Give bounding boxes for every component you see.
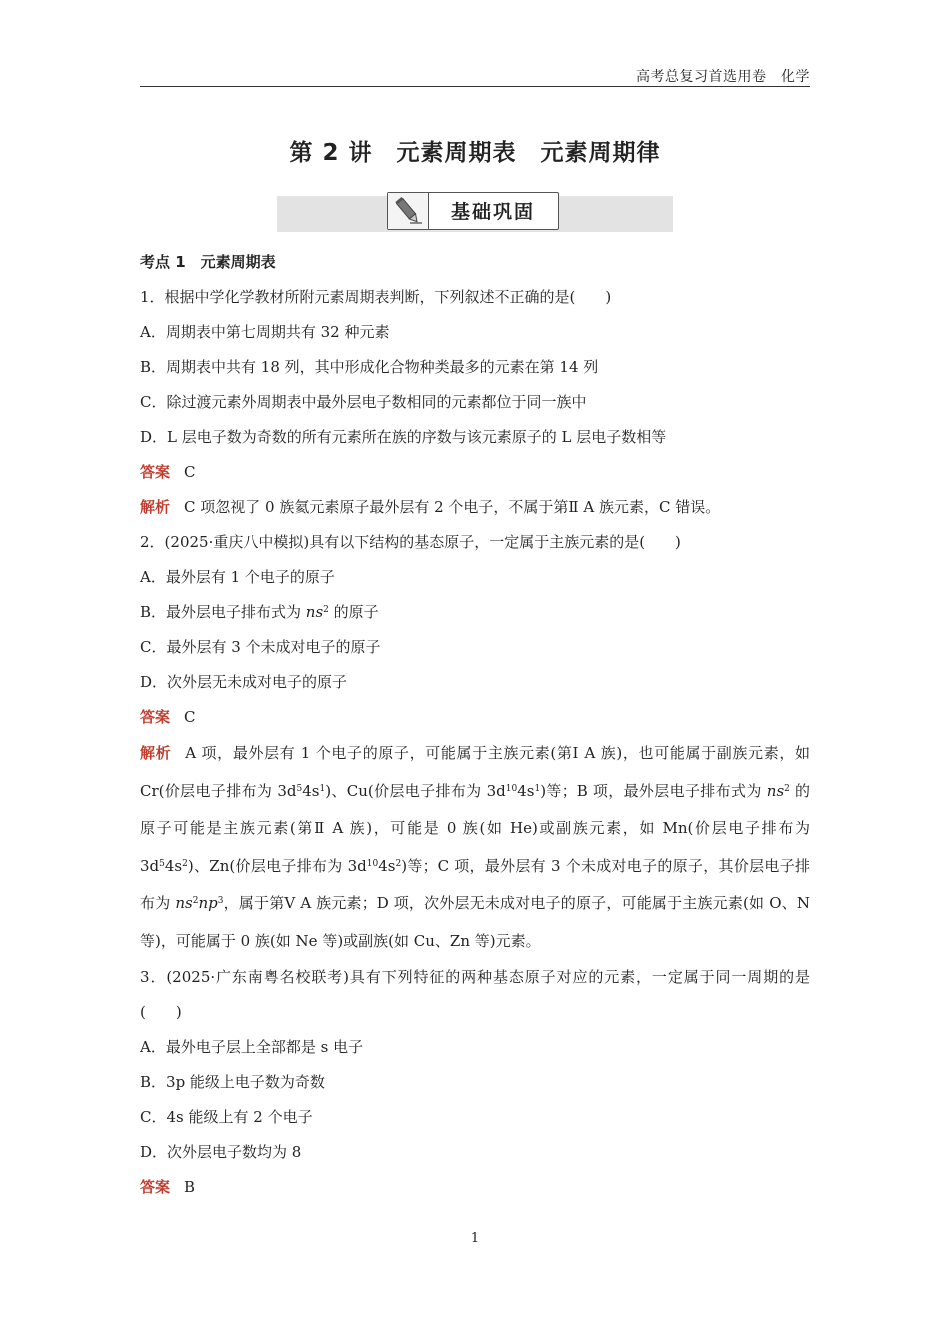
answer-label: 答案 — [140, 463, 171, 481]
analysis-label: 解析 — [140, 498, 171, 516]
page-header — [140, 62, 810, 87]
q3-option-d: D．次外层电子数均为 8 — [140, 1143, 302, 1161]
pencil-icon — [388, 193, 429, 229]
q1-option-b: B．周期表中共有 18 列，其中形成化合物种类最多的元素在第 14 列 — [140, 358, 599, 376]
section-title: 考点 1 元素周期表 — [140, 253, 276, 271]
q1-stem: 1．根据中学化学教材所附元素周期表判断，下列叙述不正确的是( ) — [140, 288, 612, 306]
q1-option-d: D．L 层电子数为奇数的所有元素所在族的序数与该元素原子的 L 层电子数相等 — [140, 428, 667, 446]
q2-option-d: D．次外层无未成对电子的原子 — [140, 673, 348, 691]
q1-answer — [140, 455, 810, 490]
q1-answer-value: C — [184, 463, 196, 481]
q1-analysis — [140, 490, 810, 525]
answer-label: 答案 — [140, 708, 171, 726]
q2-analysis: 解析 A 项，最外层有 1 个电子的原子，可能属于主族元素(第Ⅰ A 族)，也可能属于副族元素，如 Cr(价层电子排布为 $3d^54s^1$)、Cu(价层电子排布为 $3d^{10}4s^1$)等；B 项，最外层电子排布式为 $ns^2$ 的原子可能是主族元素(第Ⅱ A 族)，可能是 0 族(如 He)或副族元素，如 Mn(价层电子排布为 $3d^54s^2$)、Zn(价层电子排布为 $3d^{10}4s^2$)等；C 项，最外层有 3 个未成对电子的原子，其价层电子排布为 $ns^2np^3$，属于第Ⅴ A 族元素；D 项，次外层无未成对电子的原子，可能属于主族元素(如 O、N 等)，可能属于 0 族(如 Ne 等)或副族(如 Cu、Zn 等)元素。 — [140, 744, 811, 950]
banner-label: 基础巩固 — [450, 201, 535, 223]
q2-option-c: C．最外层有 3 个未成对电子的原子 — [140, 638, 381, 656]
analysis-label: 解析 — [140, 744, 172, 762]
header-text: 高考总复习首选用卷 化学 — [636, 69, 810, 85]
q3-option-a: A．最外电子层上全部都是 s 电子 — [140, 1038, 364, 1056]
content — [140, 245, 810, 1205]
q2-option-a: A．最外层有 1 个电子的原子 — [140, 568, 335, 586]
q3-option-b: B．3p 能级上电子数为奇数 — [140, 1073, 325, 1091]
page-number: 1 — [470, 1231, 480, 1246]
q2-answer-value: C — [184, 708, 196, 726]
q3-stem: 3．(2025·广东南粤名校联考)具有下列特征的两种基态原子对应的元素，一定属于同一周期的是( ) — [140, 968, 810, 1021]
q1-option-c: C．除过渡元素外周期表中最外层电子数相同的元素都位于同一族中 — [140, 393, 587, 411]
q1-analysis-text: C 项忽视了 0 族氦元素原子最外层有 2 个电子，不属于第Ⅱ A 族元素，C 错误。 — [184, 498, 721, 516]
q3-option-c: C．4s 能级上有 2 个电子 — [140, 1108, 313, 1126]
q2-option-b: B．最外层电子排布式为 $ns^2$ 的原子 — [140, 603, 379, 621]
q1-option-a: A．周期表中第七周期共有 32 种元素 — [140, 323, 390, 341]
q2-answer — [140, 700, 810, 735]
q3-answer-value: B — [184, 1178, 196, 1196]
q2-stem: 2．(2025·重庆八中模拟)具有以下结构的基态原子，一定属于主族元素的是( ) — [140, 533, 681, 551]
banner-box — [387, 192, 559, 230]
section-banner — [277, 196, 673, 232]
q3-answer — [140, 1170, 810, 1205]
page-title: 第 2 讲 元素周期表 元素周期律 — [289, 140, 661, 166]
answer-label: 答案 — [140, 1178, 171, 1196]
